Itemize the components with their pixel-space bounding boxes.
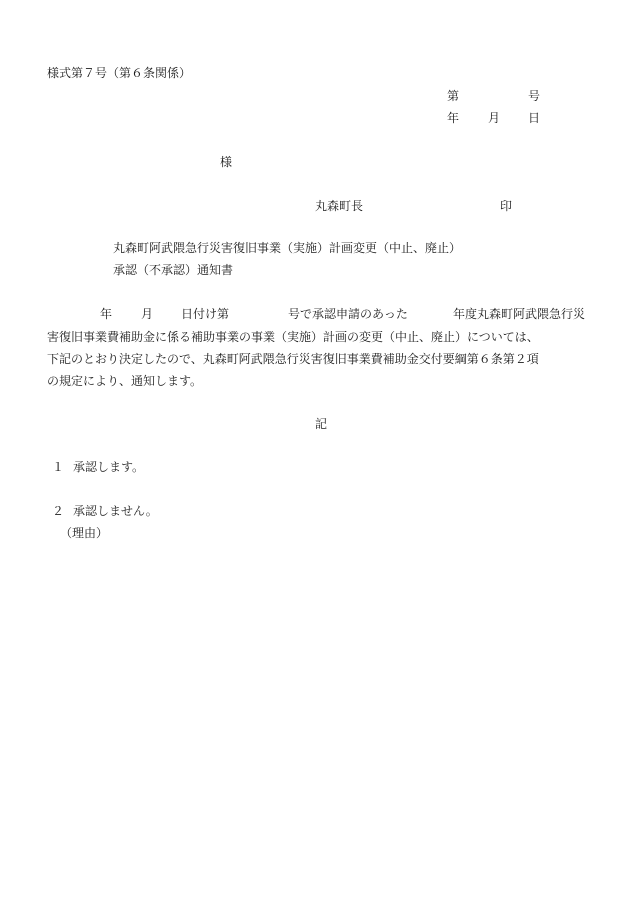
issuer-title: 丸森町長 xyxy=(315,199,364,213)
body-line-1-num: 号で承認申請のあった xyxy=(288,307,408,321)
body-line-1-day: 日付け第 xyxy=(181,307,230,321)
date-year: 年 xyxy=(447,111,460,125)
subject-line-2: 承認（不承認）通知書 xyxy=(113,263,234,277)
issuer-seal: 印 xyxy=(500,199,513,213)
reason-label: （理由） xyxy=(60,526,109,540)
item-2-number: ２ xyxy=(52,504,65,518)
item-1-text: 承認します。 xyxy=(73,460,145,474)
form-label: 様式第７号（第６条関係） xyxy=(47,66,192,80)
body-line-3: 下記のとおり決定したので、丸森町阿武隈急行災害復旧事業費補助金交付要綱第６条第２項 xyxy=(47,352,539,366)
item-2-text: 承認しません。 xyxy=(73,504,158,518)
subject-line-1: 丸森町阿武隈急行災害復旧事業（実施）計画変更（中止、廃止） xyxy=(113,241,462,255)
item-1-number: １ xyxy=(52,460,65,474)
body-line-1-month: 月 xyxy=(141,307,154,321)
date-day: 日 xyxy=(528,111,541,125)
body-line-1-rest: 年度丸森町阿武隈急行災 xyxy=(453,307,586,321)
doc-number-prefix: 第 xyxy=(447,89,460,103)
body-line-4: の規定により、通知します。 xyxy=(47,374,203,388)
ki-heading: 記 xyxy=(315,417,328,431)
doc-number-suffix: 号 xyxy=(528,89,541,103)
body-line-1-year: 年 xyxy=(100,307,113,321)
date-month: 月 xyxy=(488,111,501,125)
body-line-2: 害復旧事業費補助金に係る補助事業の事業（実施）計画の変更（中止、廃止）については、 xyxy=(47,330,539,344)
addressee-suffix: 様 xyxy=(220,155,233,169)
